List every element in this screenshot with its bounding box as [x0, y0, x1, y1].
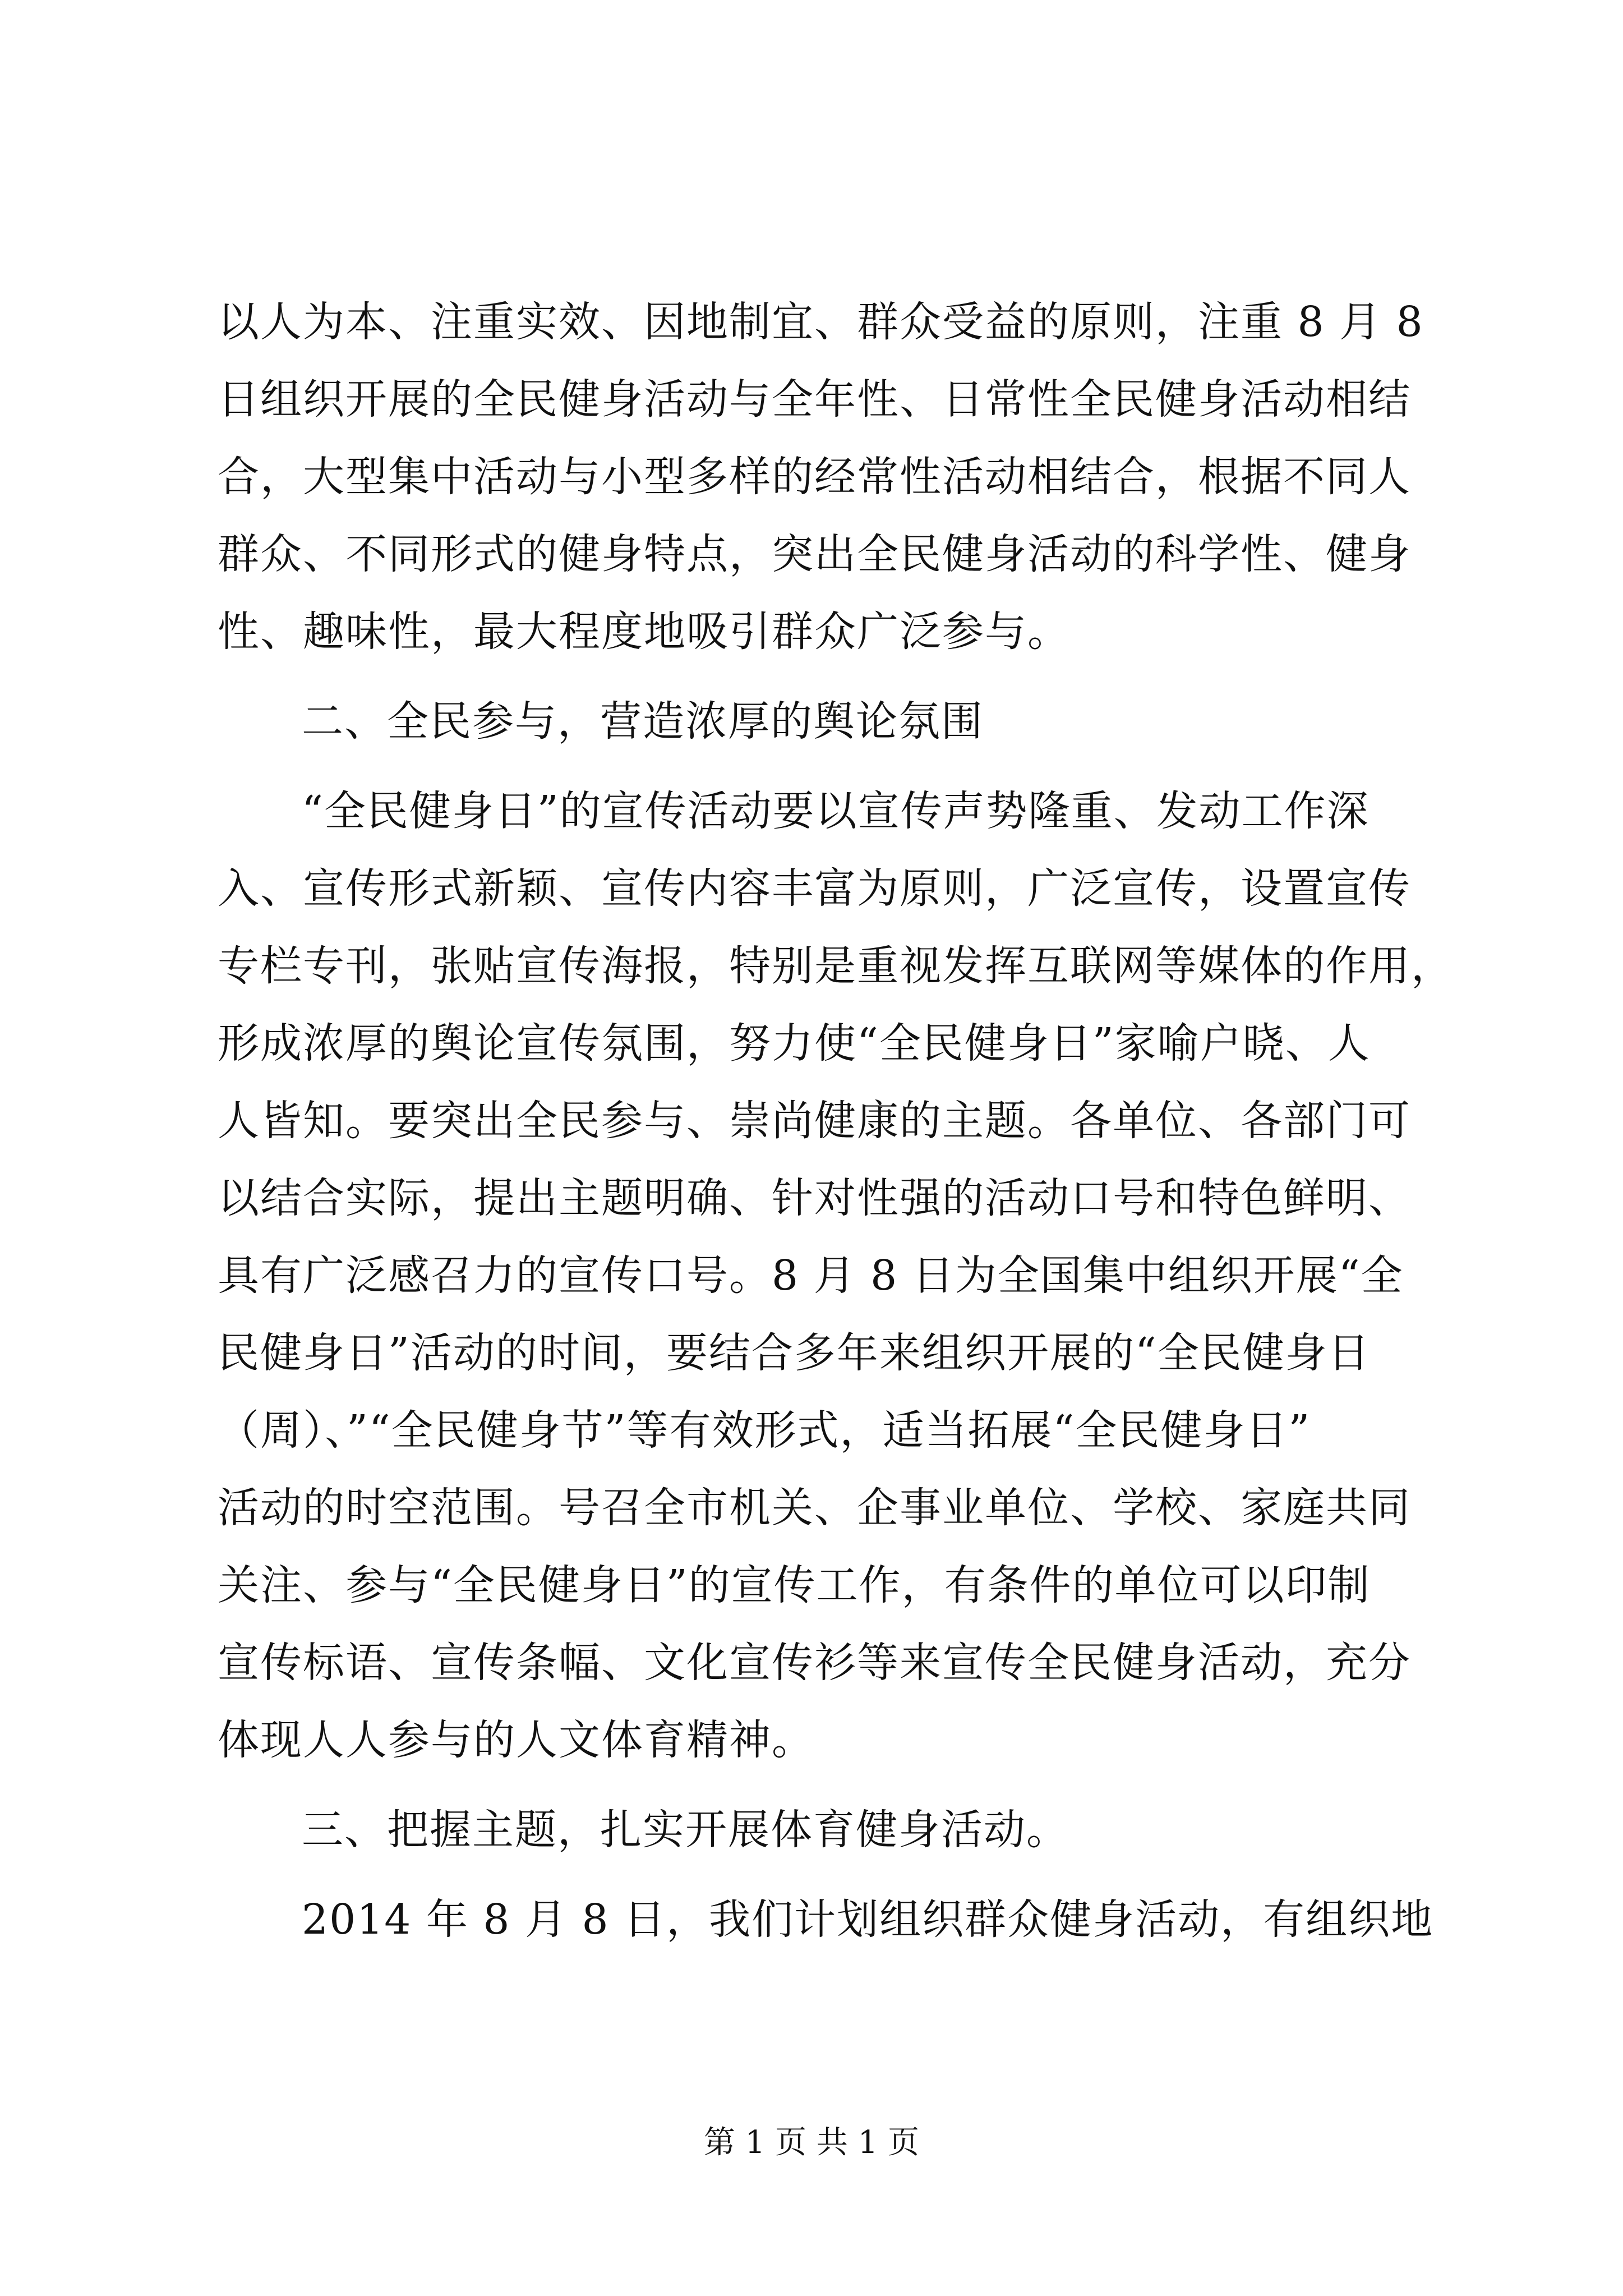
text-line-10: 形成浓厚的舆论宣传氛围，努力使“全民健身日”家喻户晓、人 — [218, 1019, 1371, 1068]
text-line-3: 合，大型集中活动与小型多样的经常性活动相结合，根据不同人 — [218, 453, 1411, 501]
text-line-7: “全民健身日”的宣传活动要以宣传声势隆重、发动工作深 — [302, 787, 1370, 835]
text-line-2: 日组织开展的全民健身活动与全年性、日常性全民健身活动相结 — [218, 375, 1411, 424]
text-line-13: 具有广泛感召力的宣传口号。8 月 8 日为全国集中组织开展“全 — [218, 1251, 1404, 1300]
text-line-9: 专栏专刊，张贴宣传海报，特别是重视发挥互联网等媒体的作用， — [218, 942, 1454, 990]
page-footer: 第 1 页 共 1 页 — [703, 2124, 920, 2161]
text-line-17: 关注、参与“全民健身日”的宣传工作，有条件的单位可以印制 — [218, 1561, 1371, 1609]
text-line-21: 2014 年 8 月 8 日，我们计划组织群众健身活动，有组织地 — [302, 1895, 1434, 1944]
text-line-15: （周）、”“全民健身节”等有效形式，适当拓展“全民健身日” — [218, 1406, 1311, 1455]
text-line-18: 宣传标语、宣传条幅、文化宣传衫等来宣传全民健身活动，充分 — [218, 1639, 1411, 1687]
text-line-5: 性、趣味性，最大程度地吸引群众广泛参与。 — [218, 608, 1070, 656]
text-line-12: 以结合实际，提出主题明确、针对性强的活动口号和特色鲜明、 — [218, 1174, 1411, 1222]
section-heading-3: 三、把握主题，扎实开展体育健身活动。 — [302, 1806, 1069, 1854]
text-line-1: 以人为本、注重实效、因地制宜、群众受益的原则，注重 8 月 8 — [218, 298, 1424, 346]
text-line-8: 入、宣传形式新颖、宣传内容丰富为原则，广泛宣传，设置宣传 — [218, 864, 1411, 913]
body-text — [218, 283, 1454, 1958]
text-line-14: 民健身日”活动的时间，要结合多年来组织开展的“全民健身日 — [218, 1329, 1371, 1377]
text-line-4: 群众、不同形式的健身特点，突出全民健身活动的科学性、健身 — [218, 530, 1411, 578]
text-line-11: 人皆知。要突出全民参与、崇尚健康的主题。各单位、各部门可 — [218, 1097, 1411, 1145]
section-heading-2: 二、全民参与，营造浓厚的舆论氛围 — [302, 697, 984, 746]
text-line-16: 活动的时空范围。号召全市机关、企事业单位、学校、家庭共同 — [218, 1484, 1411, 1532]
text-line-19: 体现人人参与的人文体育精神。 — [218, 1716, 814, 1764]
